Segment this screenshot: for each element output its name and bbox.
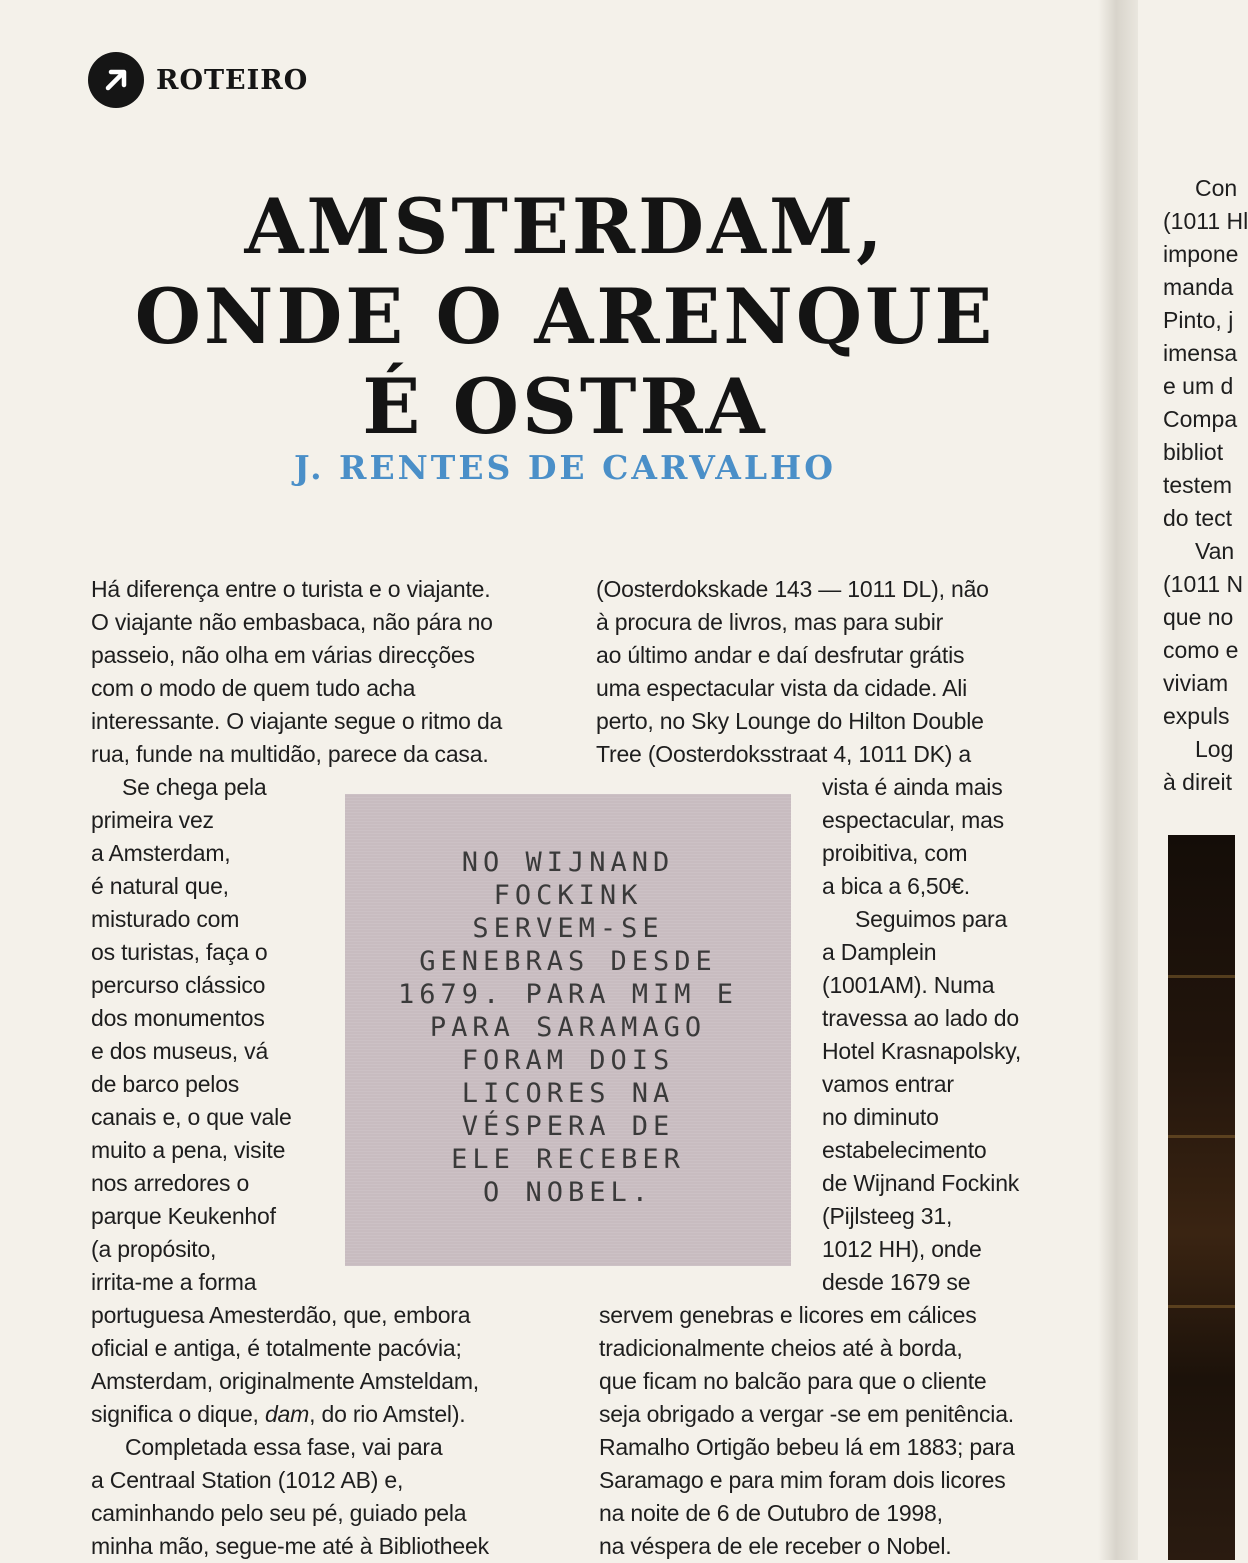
- body-line: parque Keukenhof: [91, 1203, 276, 1229]
- pull-quote-line: PARA SARAMAGO: [429, 1012, 707, 1043]
- pull-quote-line: O NOBEL.: [482, 1177, 654, 1208]
- body-line: servem genebras e licores em cálices: [599, 1302, 977, 1328]
- body-line: Van: [1195, 538, 1235, 564]
- body-line: minha mão, segue-me até à Bibliotheek: [91, 1533, 489, 1559]
- body-line: significa o dique, dam, do rio Amstel).: [91, 1401, 466, 1427]
- body-line: expuls: [1163, 703, 1230, 729]
- pull-quote-line: NO WIJNAND: [461, 847, 675, 878]
- body-line: no diminuto: [822, 1104, 939, 1130]
- body-line: dos monumentos: [91, 1005, 265, 1031]
- pull-quote-box: [345, 794, 791, 1266]
- headline-line: É OSTRA: [362, 362, 768, 451]
- headline-line: AMSTERDAM,: [244, 182, 886, 271]
- body-line: interessante. O viajante segue o ritmo da: [91, 708, 503, 734]
- body-line: proibitiva, com: [822, 840, 968, 866]
- body-line: (Pijlsteeg 31,: [822, 1203, 953, 1229]
- body-line: Compa: [1163, 406, 1238, 432]
- body-line: à procura de livros, mas para subir: [596, 609, 944, 635]
- photo-cropped: [1168, 835, 1235, 1560]
- body-line: do tect: [1163, 505, 1233, 531]
- body-line: a Amsterdam,: [91, 840, 231, 866]
- pull-quote-line: FOCKINK: [493, 880, 643, 911]
- body-line: oficial e antiga, é totalmente pacóvia;: [91, 1335, 462, 1361]
- body-line: ao último andar e daí desfrutar grátis: [596, 642, 965, 668]
- body-line: com o modo de quem tudo acha: [91, 675, 416, 701]
- body-line: rua, funde na multidão, parece da casa.: [91, 741, 489, 767]
- body-line: (1011 Hl: [1163, 208, 1248, 234]
- body-line: e dos museus, vá: [91, 1038, 269, 1064]
- body-line: espectacular, mas: [822, 807, 1004, 833]
- body-line: bibliot: [1163, 439, 1224, 465]
- body-line: de barco pelos: [91, 1071, 240, 1097]
- body-line: que ficam no balcão para que o cliente: [599, 1368, 987, 1394]
- headline-line: ONDE O ARENQUE: [134, 272, 996, 361]
- body-line: Se chega pela: [122, 774, 267, 800]
- body-line: seja obrigado a vergar -se em penitência.: [599, 1401, 1014, 1427]
- body-line: impone: [1163, 241, 1239, 267]
- body-line: (a propósito,: [91, 1236, 217, 1262]
- arrow-up-right-icon: [88, 52, 144, 108]
- body-line: é natural que,: [91, 873, 229, 899]
- body-line: que no: [1163, 604, 1234, 630]
- body-line: viviam: [1163, 670, 1229, 696]
- pull-quote-line: LICORES NA: [461, 1078, 675, 1109]
- body-line: e um d: [1163, 373, 1234, 399]
- body-line: de Wijnand Fockink: [822, 1170, 1020, 1196]
- body-line: à direit: [1163, 769, 1233, 795]
- body-line: (1011 N: [1163, 571, 1244, 597]
- body-line: Con: [1195, 175, 1238, 201]
- pull-quote-line: ELE RECEBER: [451, 1144, 685, 1175]
- body-line: portuguesa Amesterdão, que, embora: [91, 1302, 471, 1328]
- body-line: manda: [1163, 274, 1234, 300]
- body-line: Log: [1195, 736, 1234, 762]
- body-line: imensa: [1163, 340, 1238, 366]
- body-line: caminhando pelo seu pé, guiado pela: [91, 1500, 467, 1526]
- body-line: Há diferença entre o turista e o viajante.: [91, 576, 491, 602]
- author-byline: J. RENTES DE CARVALHO: [294, 448, 836, 487]
- body-line: Pinto, j: [1163, 307, 1234, 333]
- body-line: desde 1679 se: [822, 1269, 971, 1295]
- body-line: misturado com: [91, 906, 240, 932]
- body-line: primeira vez: [91, 807, 214, 833]
- body-line: Seguimos para: [855, 906, 1008, 932]
- pull-quote-line: GENEBRAS DESDE: [419, 946, 717, 977]
- body-line: na véspera de ele receber o Nobel.: [599, 1533, 952, 1559]
- body-line: Tree (Oosterdoksstraat 4, 1011 DK) a: [596, 741, 972, 767]
- body-line: (1001AM). Numa: [822, 972, 995, 998]
- body-line: uma espectacular vista da cidade. Ali: [596, 675, 968, 701]
- body-line: nos arredores o: [91, 1170, 250, 1196]
- pull-quote-line: VÉSPERA DE: [461, 1111, 675, 1142]
- body-line: Completada essa fase, vai para: [125, 1434, 443, 1460]
- body-line: tradicionalmente cheios até à borda,: [599, 1335, 963, 1361]
- body-line: percurso clássico: [91, 972, 266, 998]
- body-line: como e: [1163, 637, 1239, 663]
- pull-quote-line: FORAM DOIS: [461, 1045, 675, 1076]
- body-line: na noite de 6 de Outubro de 1998,: [599, 1500, 943, 1526]
- body-line: perto, no Sky Lounge do Hilton Double: [596, 708, 984, 734]
- body-line: a Centraal Station (1012 AB) e,: [91, 1467, 404, 1493]
- body-line: os turistas, faça o: [91, 939, 268, 965]
- body-line: irrita-me a forma: [91, 1269, 257, 1295]
- body-line: Ramalho Ortigão bebeu lá em 1883; para: [599, 1434, 1015, 1460]
- body-line: canais e, o que vale: [91, 1104, 292, 1130]
- section-label: ROTEIRO: [156, 64, 309, 96]
- pull-quote-line: SERVEM-SE: [472, 913, 664, 944]
- body-line: Amsterdam, originalmente Amsteldam,: [91, 1368, 479, 1394]
- body-line: muito a pena, visite: [91, 1137, 286, 1163]
- body-line: travessa ao lado do: [822, 1005, 1019, 1031]
- body-line: Hotel Krasnapolsky,: [822, 1038, 1022, 1064]
- body-line: testem: [1163, 472, 1233, 498]
- body-line: vista é ainda mais: [822, 774, 1003, 800]
- page-fold-gutter: [1098, 0, 1138, 1560]
- body-line: (Oosterdokskade 143 — 1011 DL), não: [596, 576, 989, 602]
- body-line: Saramago e para mim foram dois licores: [599, 1467, 1006, 1493]
- body-line: O viajante não embasbaca, não pára no: [91, 609, 493, 635]
- body-line: a Damplein: [822, 939, 937, 965]
- body-line: a bica a 6,50€.: [822, 873, 970, 899]
- section-badge: [88, 52, 308, 108]
- article-headline: [60, 182, 1070, 452]
- pull-quote-line: 1679. PARA MIM E: [397, 979, 739, 1010]
- body-line: estabelecimento: [822, 1137, 987, 1163]
- body-line: passeio, não olha em várias direcções: [91, 642, 475, 668]
- body-line: 1012 HH), onde: [822, 1236, 982, 1262]
- body-line: vamos entrar: [822, 1071, 954, 1097]
